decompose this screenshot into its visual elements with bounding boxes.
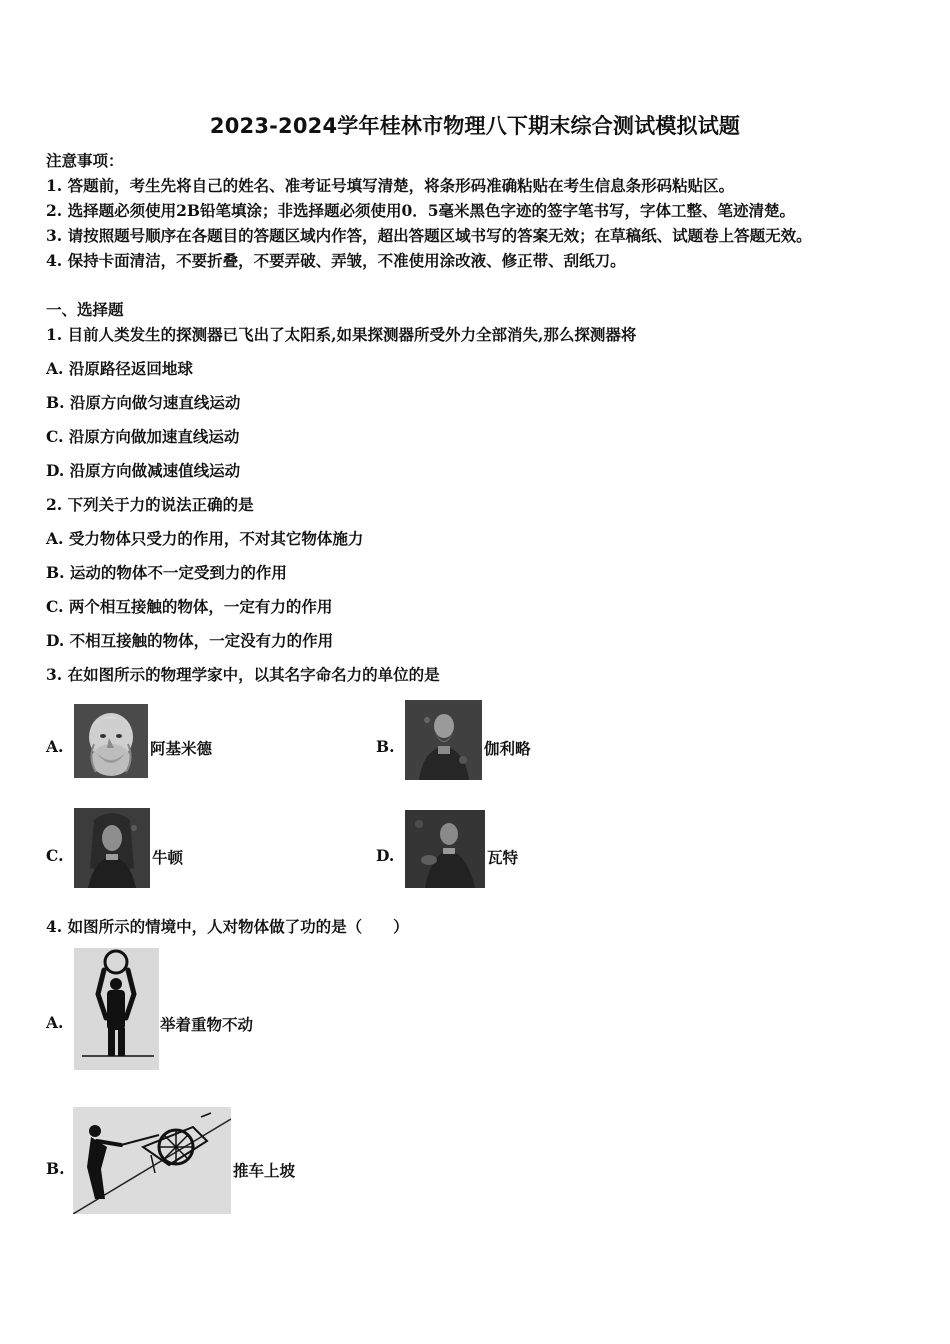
question-2-stem: 2. 下列关于力的说法正确的是 [46,495,254,514]
q3-option-b-name: 伽利略 [484,739,531,758]
q3-option-a-name: 阿基米德 [150,739,213,758]
notice-item: 2. 选择题必须使用2B铅笔填涂；非选择题必须使用0．5毫米黑色字迹的签字笔书写，字体工整、笔迹清楚。 [46,201,796,220]
notice-heading: 注意事项： [46,151,124,170]
q4-option-b-text: 推车上坡 [233,1161,296,1180]
q1-option-a: A. 沿原路径返回地球 [46,359,193,378]
q3-option-c-name: 牛顿 [152,848,184,867]
galileo-portrait [405,700,482,780]
q4-option-a-label: A. [46,1013,64,1032]
page-title: 2023-2024学年桂林市物理八下期末综合测试模拟试题 [209,114,741,138]
q1-option-c: C. 沿原方向做加速直线运动 [46,427,240,446]
archimedes-portrait [74,704,148,778]
q3-option-b-label: B. [376,737,395,756]
q3-option-d-label: D. [376,846,395,865]
lifting-weight-illustration [74,948,159,1070]
q3-option-c-label: C. [46,846,64,865]
q2-option-a: A. 受力物体只受力的作用，不对其它物体施力 [46,529,364,548]
notice-item: 4. 保持卡面清洁，不要折叠，不要弄破、弄皱，不准使用涂改液、修正带、刮纸刀。 [46,251,626,270]
question-1-stem: 1. 目前人类发生的探测器已飞出了太阳系,如果探测器所受外力全部消失,那么探测器将 [46,325,637,344]
watt-portrait [405,810,485,888]
q4-option-a-text: 举着重物不动 [160,1015,254,1034]
question-3-stem: 3. 在如图所示的物理学家中，以其名字命名力的单位的是 [46,665,440,684]
pushing-cart-illustration [73,1107,231,1214]
q1-option-d: D. 沿原方向做减速值线运动 [46,461,241,480]
question-4-stem: 4. 如图所示的情境中，人对物体做了功的是（ ） [46,917,409,936]
q1-option-b: B. 沿原方向做匀速直线运动 [46,393,241,412]
notice-item: 3. 请按照题号顺序在各题目的答题区域内作答，超出答题区域书写的答案无效；在草稿纸、试题卷上答题无效。 [46,226,812,245]
q2-option-b: B. 运动的物体不一定受到力的作用 [46,563,287,582]
q4-option-b-label: B. [46,1159,65,1178]
section-heading: 一、选择题 [46,300,124,319]
notice-item: 1. 答题前，考生先将自己的姓名、准考证号填写清楚，将条形码准确粘贴在考生信息条形码粘贴区。 [46,176,735,195]
q2-option-c: C. 两个相互接触的物体，一定有力的作用 [46,597,333,616]
q3-option-a-label: A. [46,737,64,756]
q3-option-d-name: 瓦特 [487,848,519,867]
q2-option-d: D. 不相互接触的物体，一定没有力的作用 [46,631,334,650]
newton-portrait [74,808,150,888]
